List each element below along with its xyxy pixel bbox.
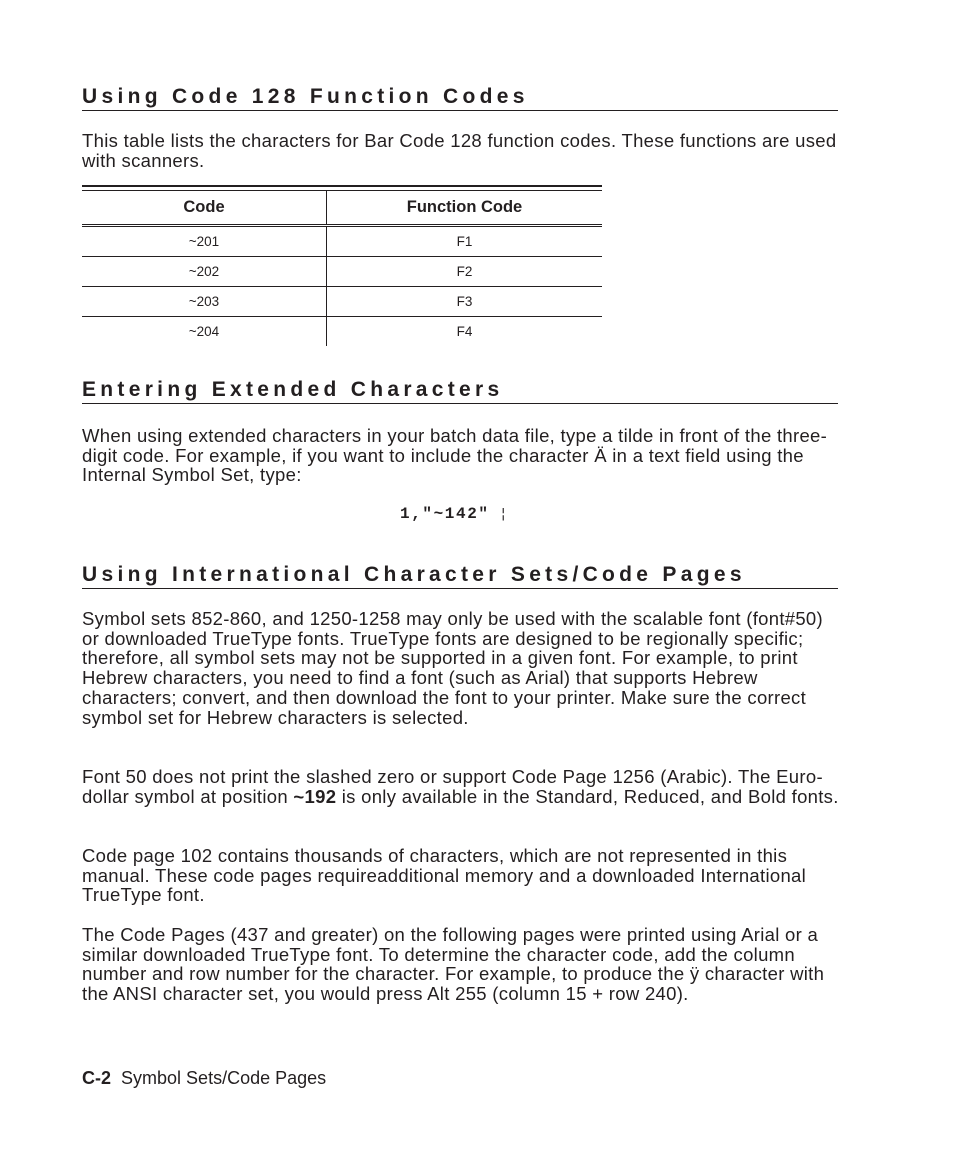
cell-code: ~201 [82, 226, 327, 257]
function-code-table [82, 185, 602, 346]
cell-function-code: F1 [327, 226, 603, 257]
code-example [400, 504, 506, 524]
cell-function-code: F3 [327, 287, 603, 317]
table-row [82, 317, 602, 347]
section-heading-international: Using International Character Sets/Code Pages [82, 563, 838, 589]
international-paragraph-2 [82, 767, 842, 806]
cell-code: ~204 [82, 317, 327, 347]
column-header-code: Code [82, 191, 327, 226]
paragraph-2-text-end: is only available in the Standard, Reduced, and Bold fonts. [336, 785, 839, 807]
international-paragraph-1: Symbol sets 852-860, and 1250-1258 may only be used with the scalable font (font#50) or downloaded TrueType fonts. TrueType fonts are designed to be regionally specific; therefore, all symbol sets may not be supported in a given font. For example, to print Hebrew characters, you need to find a font (such as Arial) that supports Hebrew characters; convert, and then download the font to your printer. Make sure the correct symbol set for Hebrew characters is selected. [82, 608, 823, 728]
table-header-row [82, 191, 602, 226]
section-heading-function-codes: Using Code 128 Function Codes [82, 85, 838, 111]
table-row [82, 226, 602, 257]
chapter-title: Symbol Sets/Code Pages [121, 1068, 327, 1088]
code-example-terminator: ¦ [500, 506, 506, 522]
extended-characters-body: When using extended characters in your batch data file, type a tilde in front of the three-digit code. For example, if you want to include the character Ä in a text field using the Internal Symbol Set, type: [82, 425, 828, 486]
page-number: C-2 [82, 1068, 112, 1088]
function-codes-intro: This table lists the characters for Bar Code 128 function codes. These functions are used with scanners. [82, 130, 837, 171]
table-row [82, 287, 602, 317]
cell-function-code: F4 [456, 324, 473, 339]
euro-position-code: ~192 [293, 785, 337, 807]
international-paragraph-3: Code page 102 contains thousands of characters, which are not represented in this manual. These code pages requireadditional memory and a downloaded International TrueType font. [82, 845, 807, 906]
cell-code: ~203 [82, 287, 327, 317]
cell-code: ~202 [82, 257, 327, 287]
cell-function-code: F2 [327, 257, 603, 287]
page-footer [82, 1067, 326, 1089]
code-example-text: 1,"~142" [400, 505, 490, 523]
paragraph-2-text-start: Font 50 does not print the slashed zero or support Code Page 1256 (Arabic). The Euro-dollar symbol at position [82, 766, 823, 807]
table-row [82, 257, 602, 287]
section-heading-extended-characters: Entering Extended Characters [82, 378, 838, 404]
international-paragraph-4: The Code Pages (437 and greater) on the following pages were printed using Arial or a similar downloaded TrueType font. To determine the character code, add the column number and row number for the character. For example, to produce the ÿ character with the ANSI character set, you would press Alt 255 (column 15 + row 240). [82, 924, 825, 1005]
column-header-function-code: Function Code [327, 191, 603, 226]
